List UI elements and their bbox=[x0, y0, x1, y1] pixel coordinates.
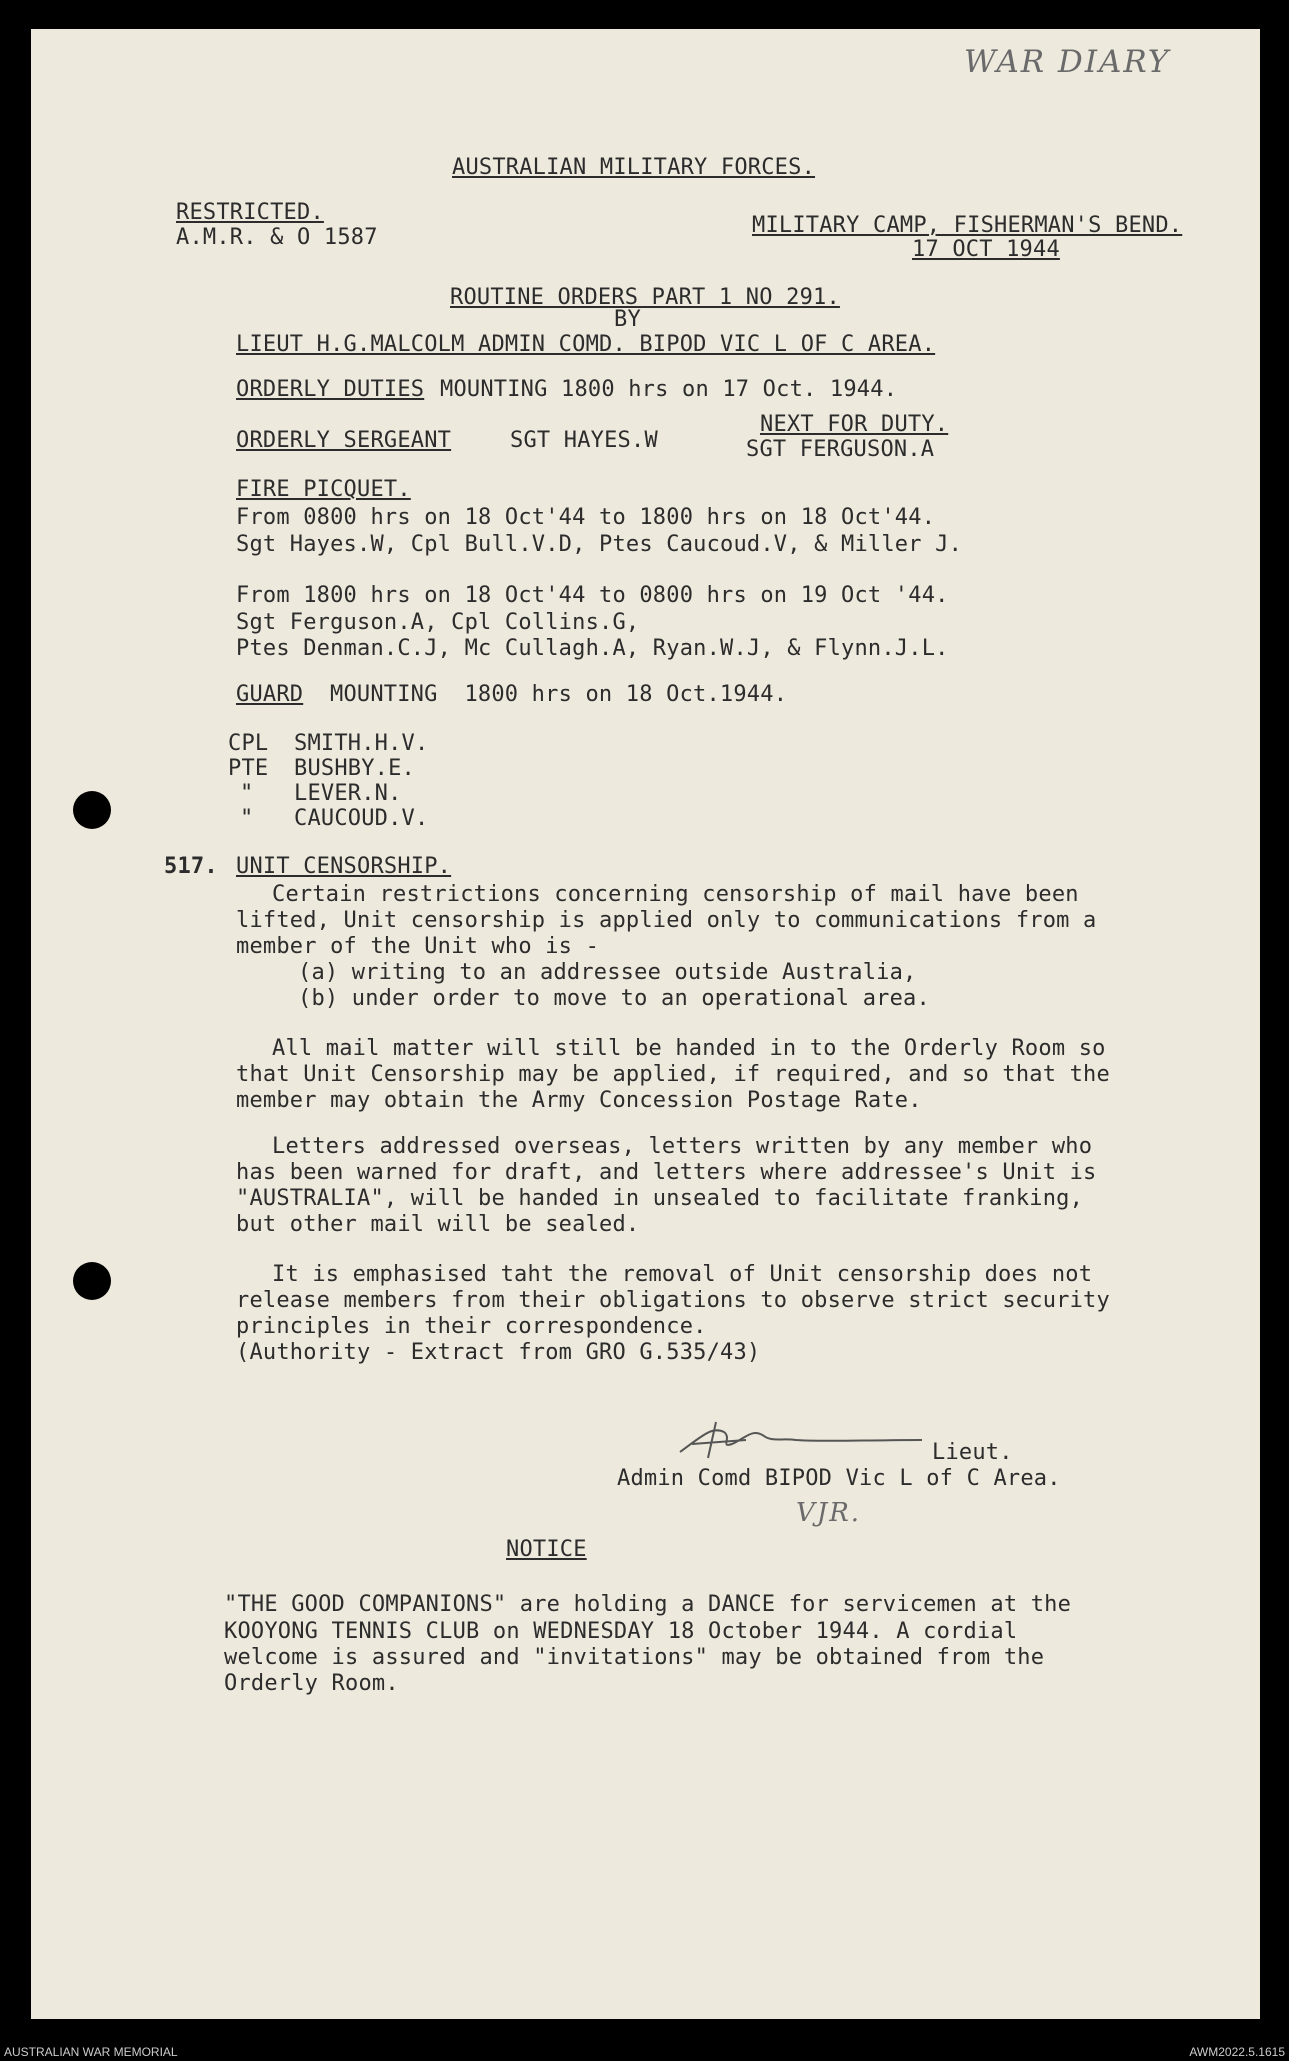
guard-member: CAUCOUD.V. bbox=[294, 806, 429, 831]
para-line: (a) writing to an addressee outside Australia, bbox=[298, 960, 917, 985]
para-line: Certain restrictions concerning censorship of mail have been bbox=[272, 882, 1079, 907]
picquet-line: From 0800 hrs on 18 Oct'44 to 1800 hrs on 18 Oct'44. bbox=[236, 505, 936, 530]
war-diary-annotation: WAR DIARY bbox=[964, 44, 1171, 80]
para-line: release members from their obligations to observe strict security bbox=[236, 1288, 1110, 1313]
next-for-duty-label: NEXT FOR DUTY. bbox=[760, 412, 949, 437]
para-line: has been warned for draft, and letters where addressee's Unit is bbox=[236, 1160, 1097, 1185]
orderly-sergeant-name: SGT HAYES.W bbox=[510, 428, 658, 453]
orderly-sergeant-label: ORDERLY SERGEANT bbox=[236, 428, 452, 453]
guard-member: LEVER.N. bbox=[294, 781, 402, 806]
para-line: "AUSTRALIA", will be handed in unsealed to facilitate franking, bbox=[236, 1186, 1084, 1211]
item-number: 517. bbox=[164, 854, 218, 879]
para-line: principles in their correspondence. bbox=[236, 1314, 707, 1339]
document-date: 17 OCT 1944 bbox=[912, 237, 1060, 262]
picquet-line: Sgt Hayes.W, Cpl Bull.V.D, Ptes Caucoud.V, & Miller J. bbox=[236, 532, 963, 557]
next-for-duty-name: SGT FERGUSON.A bbox=[746, 437, 935, 462]
censorship-heading: UNIT CENSORSHIP. bbox=[236, 854, 452, 879]
camp-location: MILITARY CAMP, FISHERMAN'S BEND. bbox=[752, 213, 1183, 238]
notice-heading: NOTICE bbox=[506, 1537, 587, 1562]
fire-picquet-heading: FIRE PICQUET. bbox=[236, 477, 411, 502]
signature-rank: Lieut. bbox=[932, 1440, 1013, 1465]
guard-mounting: MOUNTING 1800 hrs on 18 Oct.1944. bbox=[330, 682, 788, 707]
orders-title: ROUTINE ORDERS PART 1 NO 291. bbox=[450, 285, 840, 310]
signature-initials: VJR. bbox=[796, 1498, 862, 1528]
footer-credit: AUSTRALIAN WAR MEMORIAL bbox=[4, 2045, 178, 2059]
signature-title: Admin Comd BIPOD Vic L of C Area. bbox=[617, 1466, 1061, 1491]
guard-rank: " bbox=[240, 806, 254, 831]
guard-member: BUSHBY.E. bbox=[294, 756, 416, 781]
footer-accession: AWM2022.5.1615 bbox=[1189, 2045, 1285, 2059]
orders-by: BY bbox=[614, 307, 641, 332]
para-line: lifted, Unit censorship is applied only to communications from a bbox=[236, 908, 1097, 933]
document-title: AUSTRALIAN MILITARY FORCES. bbox=[452, 155, 816, 180]
notice-line: welcome is assured and "invitations" may be obtained from the bbox=[224, 1645, 1045, 1670]
duties-mounting: MOUNTING 1800 hrs on 17 Oct. 1944. bbox=[440, 377, 898, 402]
punch-hole bbox=[73, 1262, 111, 1300]
guard-heading: GUARD bbox=[236, 682, 304, 707]
authority-line: (Authority - Extract from GRO G.535/43) bbox=[236, 1340, 761, 1365]
para-line: It is emphasised taht the removal of Unit censorship does not bbox=[272, 1262, 1093, 1287]
guard-rank: " bbox=[240, 781, 254, 806]
punch-hole bbox=[73, 791, 111, 829]
picquet-line: Sgt Ferguson.A, Cpl Collins.G, bbox=[236, 610, 640, 635]
guard-member: SMITH.H.V. bbox=[294, 731, 429, 756]
notice-line: "THE GOOD COMPANIONS" are holding a DANCE for servicemen at the bbox=[224, 1592, 1072, 1617]
reference: A.M.R. & O 1587 bbox=[176, 225, 378, 250]
notice-line: Orderly Room. bbox=[224, 1671, 399, 1696]
para-line: member of the Unit who is - bbox=[236, 934, 600, 959]
guard-rank: PTE bbox=[228, 756, 269, 781]
picquet-line: Ptes Denman.C.J, Mc Cullagh.A, Ryan.W.J, & Flynn.J.L. bbox=[236, 636, 949, 661]
para-line: member may obtain the Army Concession Postage Rate. bbox=[236, 1088, 922, 1113]
orders-issuer: LIEUT H.G.MALCOLM ADMIN COMD. BIPOD VIC L OF C AREA. bbox=[236, 332, 936, 357]
signature-mark bbox=[672, 1418, 932, 1462]
picquet-line: From 1800 hrs on 18 Oct'44 to 0800 hrs on 19 Oct '44. bbox=[236, 583, 949, 608]
para-line: All mail matter will still be handed in to the Orderly Room so bbox=[272, 1036, 1106, 1061]
guard-rank: CPL bbox=[228, 731, 269, 756]
duties-heading: ORDERLY DUTIES bbox=[236, 377, 425, 402]
para-line: but other mail will be sealed. bbox=[236, 1212, 640, 1237]
document-page bbox=[31, 29, 1260, 2019]
notice-line: KOOYONG TENNIS CLUB on WEDNESDAY 18 October 1944. A cordial bbox=[224, 1619, 1018, 1644]
para-line: (b) under order to move to an operational area. bbox=[298, 986, 930, 1011]
para-line: Letters addressed overseas, letters written by any member who bbox=[272, 1134, 1093, 1159]
classification: RESTRICTED. bbox=[176, 200, 324, 225]
para-line: that Unit Censorship may be applied, if required, and so that the bbox=[236, 1062, 1110, 1087]
